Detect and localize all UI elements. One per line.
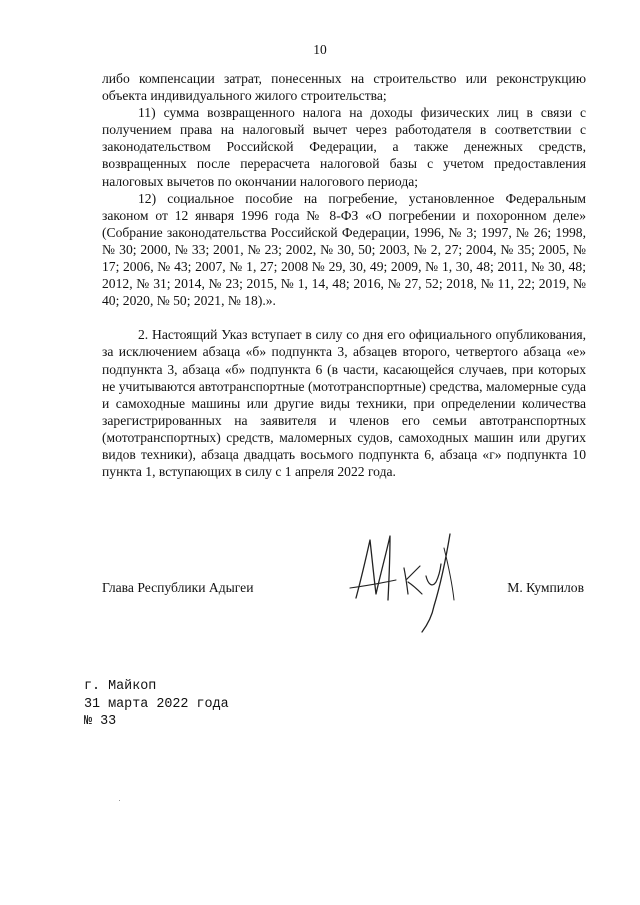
paragraph-item-12: 12) социальное пособие на погребение, установленное Федеральным законом от 12 января 1996 года № 8-ФЗ «О погребении и похоронном деле» (Собрание законодательства Российской Федерации, 1996, № 3; 1997, № 26; 1998, № 30; 2000, № 33; 2001, № 23; 2002, № 30, 50; 2003, № 2, 27; 2004, № 35; 2005, № 17; 2006, № 43; 2007, № 1, 27; 2008 № 29, 30, 49; 2009, № 1, 30, 48; 2011, № 30, 48; 2012, № 31; 2014, № 23; 2015, № 1, 14, 48; 2016, № 27, 52; 2018, № 11, 22; 2019, № 40; 2020, № 50; 2021, № 18).». — [102, 190, 586, 309]
document-body — [102, 70, 586, 480]
paragraph-item-11: 11) сумма возвращенного налога на доходы физических лиц в связи с получением права на налоговый вычет через работодателя в соответствии с законодательством Российской Федерации, а также денежных средств, возвращенных после перерасчета налоговой базы с учетом предоставления налоговых вычетов по окончании налогового периода; — [102, 105, 586, 189]
paragraph-clause-2: 2. Настоящий Указ вступает в силу со дня его официального опубликования, за исключением абзаца «б» подпункта 3, абзацев второго, четвертого абзаца «е» подпункта 3, абзаца «б» подпункта 6 (в части, касающейся случаев, при которых не учитываются автотранспортные (мототранспортные) средства, маломерные суда и самоходные машины или другие виды техники, при определении количества зарегистрированных на заявителя и членов его семьи автотранспортных (мототранспортных) средств, маломерных судов, самоходных машин или других видов техники), абзаца двадцать восьмого подпункта 6, абзаца «г» подпункта 10 пункта 1, вступающих в силу с 1 апреля 2022 года. — [102, 327, 586, 480]
issue-details — [84, 678, 229, 731]
decree-number: № 33 — [84, 714, 117, 729]
scan-speck — [119, 800, 120, 801]
paragraph-continuation: либо компенсации затрат, понесенных на строительство или реконструкцию объекта индивидуального жилого строительства; — [102, 71, 586, 104]
issue-city: г. Майкоп — [84, 679, 157, 694]
handwritten-signature — [346, 528, 466, 638]
signatory-name: М. Кумпилов — [507, 580, 584, 595]
page-number: 10 — [313, 42, 327, 57]
signature-block — [102, 580, 586, 600]
signatory-title: Глава Республики Адыгеи — [102, 580, 254, 595]
issue-date: 31 марта 2022 года — [84, 696, 229, 712]
